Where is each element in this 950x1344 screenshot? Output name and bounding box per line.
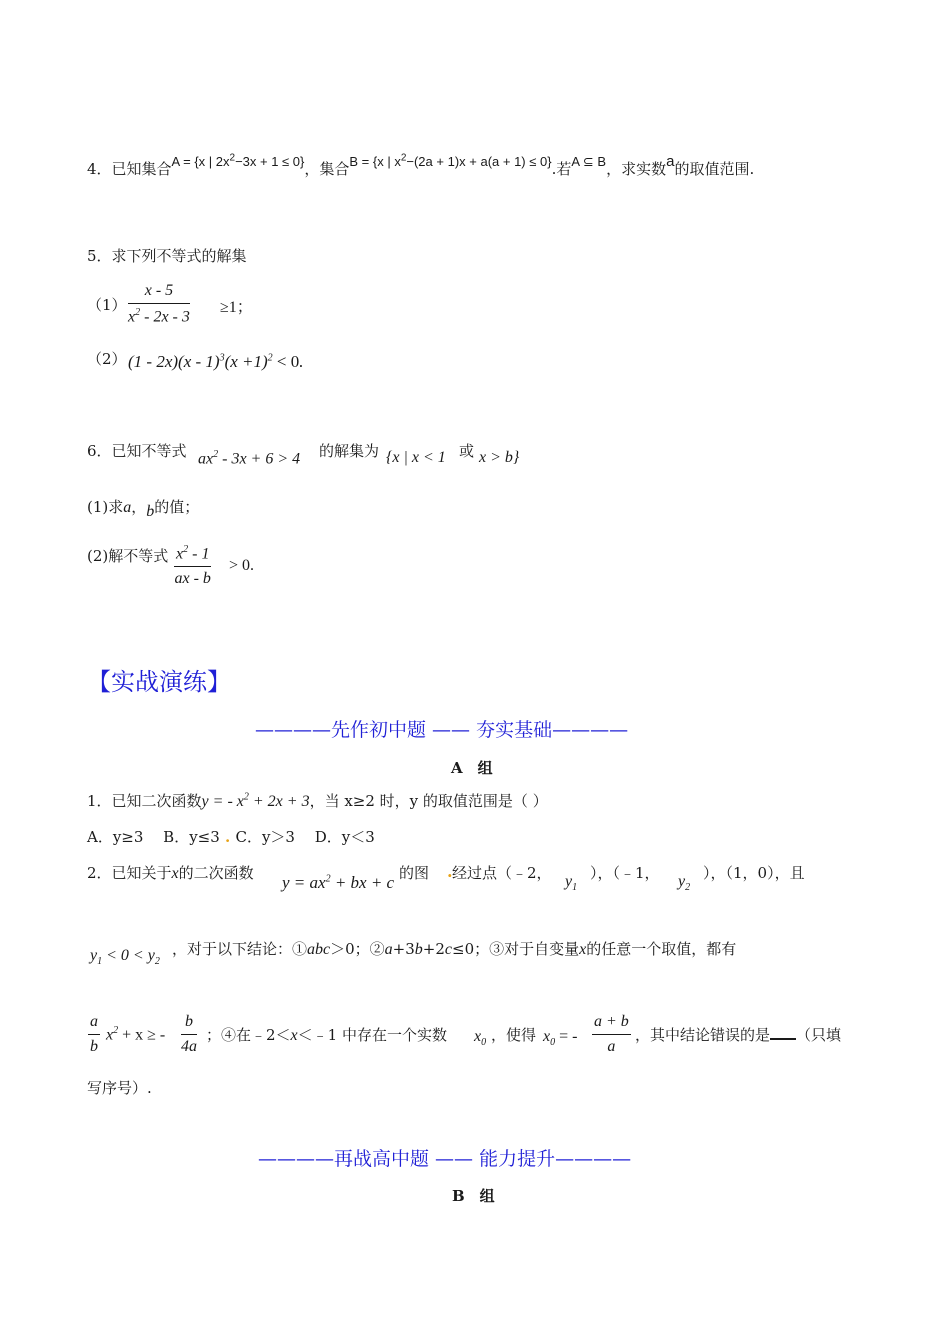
a1-options-ab: A．y≥3 B．y≤3: [87, 828, 220, 846]
a2-text-10: ≤0；③对于自变量: [452, 940, 580, 958]
a2-f1-numerator: a: [90, 1013, 98, 1030]
a1-options-cd: C．y＞3 D．y＜3: [235, 828, 375, 846]
a2-fraction-aplusb-over-a: [592, 1013, 631, 1056]
q5-part1-den-exp: 2: [135, 307, 141, 318]
group-b-label: B 组: [452, 1187, 495, 1205]
a2-text-4: ），（﹣1，: [590, 864, 660, 882]
a2-text-16: （只填: [796, 1026, 842, 1044]
a2-f3-numerator: a + b: [594, 1013, 629, 1030]
a2-text-9: +2: [422, 940, 445, 958]
a2-x0b-x: x: [543, 1028, 551, 1045]
a2-func-tail: + bx + c: [330, 873, 395, 892]
a2-text-11: 的任意一个取值，都有: [586, 940, 737, 958]
q4-var: a: [666, 153, 675, 170]
a2-f1-bar: [88, 1034, 100, 1035]
a2-expr-b: b: [414, 941, 423, 958]
a2-f1-tail: [106, 1025, 165, 1044]
a2-y1: [565, 873, 577, 893]
q5-part1-denominator: [128, 307, 190, 326]
q6-part1-end: 的值；: [154, 498, 200, 516]
q5-part1-numerator: x - 5: [144, 282, 174, 299]
a2-function: [282, 873, 394, 893]
q4-set-a-tail: −3x + 1 ≤ 0}: [235, 154, 305, 169]
a2-f1-tail-x: x: [106, 1026, 114, 1044]
a2-cond-y1: y: [90, 947, 98, 964]
a2-f2-bar: [181, 1034, 197, 1035]
a2-text-13: ＜﹣1 中存在一个实数: [297, 1026, 447, 1044]
a2-f3-denominator: a: [607, 1038, 616, 1055]
q4-text-3: ，求实数: [606, 160, 667, 178]
a2-cond-sub1: 1: [97, 956, 103, 968]
q6-num: 6．已知不等式: [87, 442, 187, 460]
a2-cond-mid: < 0 < y: [102, 947, 155, 964]
q6-part1: [87, 496, 200, 520]
a2-x3: x: [290, 1027, 298, 1044]
a2-y2-y: y: [678, 873, 686, 890]
q5-part1-rhs: ≥1；: [220, 299, 253, 316]
q5-part2-expr-c: < 0: [272, 352, 300, 371]
a2-f2-numerator: b: [185, 1013, 193, 1030]
q6-part2-text: (2)解不等式: [87, 547, 169, 565]
a2-line-1: [87, 862, 254, 883]
q6-ineq-ax: ax: [198, 450, 214, 468]
section-title: 【实战演练】: [87, 668, 231, 696]
a2-f1-tail-rest: + x ≥ -: [118, 1026, 166, 1044]
a2-y1-y: y: [565, 873, 573, 890]
a2-line-3-end: [635, 1024, 841, 1045]
a2-cond-sub2: 2: [154, 956, 160, 968]
q6-part2-fraction-bar: [174, 566, 211, 567]
q6-or: 或: [459, 442, 475, 460]
a2-f2-denominator: 4a: [181, 1038, 197, 1055]
q5-part2-expression: [128, 352, 304, 372]
q4-set-b: [349, 154, 551, 169]
q4-text-4: 的取值范围.: [674, 160, 755, 178]
a2-text-17: 写序号）.: [87, 1079, 152, 1097]
q5-part2-expr-a: (1 - 2x)(x - 1): [128, 352, 220, 371]
q4-subset: A ⊆ B: [571, 154, 607, 169]
q4-line: [87, 152, 755, 179]
a2-text-15: ，其中结论错误的是: [635, 1026, 771, 1044]
q6-part2-num-exp: 2: [183, 544, 189, 555]
q6-part2-rhs-text: > 0: [229, 557, 251, 574]
a1-func-head: y = - x: [201, 793, 244, 810]
q6-part1-b: b: [146, 503, 155, 520]
q5-part2-exp1: 3: [219, 352, 225, 364]
q6-part2-num-tail: - 1: [188, 545, 210, 563]
q5-title: 5．求下列不等式的解集: [87, 247, 247, 265]
a2-text-6: ，对于以下结论：①: [172, 940, 308, 958]
a2-fraction-b-over-4a: [181, 1013, 197, 1056]
a2-x0-sub: 0: [481, 1037, 487, 1049]
a2-fraction-a-over-b: [88, 1013, 100, 1056]
a2-x0b-sub: 0: [550, 1037, 556, 1049]
a2-x0: [474, 1028, 486, 1048]
q6-ineq-exp: 2: [213, 449, 219, 460]
q4-set-a-exp: 2: [229, 152, 236, 164]
q6-inequality: [198, 449, 300, 468]
section-subtitle-1: ————先作初中题 —— 夯实基础————: [255, 719, 629, 741]
q6-ineq-tail: - 3x + 6 > 4: [218, 450, 301, 468]
answer-blank[interactable]: [770, 1024, 796, 1040]
a1-mark-dot: .: [219, 828, 236, 846]
q6-part2-denominator: ax - b: [174, 570, 211, 588]
a2-text-14: ，使得: [491, 1026, 537, 1044]
q5-part1-den-x: x: [128, 308, 136, 326]
q4-set-b-text: B = {x | x: [349, 154, 401, 169]
q4-set-b-tail: −(2a + 1)x + a(a + 1) ≤ 0}: [406, 154, 552, 169]
a2-condition: [90, 947, 160, 967]
q6-part1-text: (1)求: [87, 498, 124, 516]
a2-line-2: [172, 938, 736, 959]
q4-number: 4．已知集合: [87, 160, 172, 178]
a2-x0-x: x: [474, 1028, 482, 1045]
a2-y2: [678, 873, 690, 893]
a2-num: 2．已知关于: [87, 864, 172, 882]
a2-text-3: 经过点（﹣2，: [452, 864, 552, 882]
q6-set-a: {x | x < 1: [386, 449, 446, 466]
q4-set-a-text: A = {x | 2x: [171, 154, 230, 169]
q4-text-2: .若: [551, 160, 572, 178]
a1-options: [87, 826, 375, 847]
a2-line-3-text: [206, 1024, 447, 1045]
q5-part2-expr-b: (x +1): [224, 352, 268, 371]
q6-part2-numerator: [174, 544, 211, 563]
a1-function: [202, 793, 310, 810]
a1-text-1: ，当 x≥2 时，y 的取值范围是（ ）: [309, 792, 548, 810]
a2-abc: abc: [307, 941, 331, 958]
a2-text-7: ＞0；②: [330, 940, 385, 958]
q5-part1-den-tail: - 2x - 3: [140, 308, 190, 326]
q5-part1-fraction-bar: [128, 303, 190, 304]
a2-f1-tail-exp: 2: [113, 1025, 119, 1036]
a1-num: 1．已知二次函数: [87, 792, 202, 810]
a1-func-exp: 2: [243, 791, 249, 803]
a2-f3-bar: [592, 1034, 631, 1035]
q5-part2-exp2: 2: [267, 352, 273, 364]
group-a-label: A 组: [451, 759, 493, 777]
a2-x0-eq: [543, 1028, 577, 1048]
a2-expr-c: c: [444, 941, 453, 958]
q4-set-b-exp: 2: [400, 152, 407, 164]
a2-func-exp: 2: [325, 873, 331, 885]
q5-part2-end: .: [299, 352, 304, 371]
a2-x: x: [171, 865, 179, 882]
q6-part2-fraction: [174, 544, 211, 588]
a2-expr-a: a: [384, 941, 393, 958]
q6-part2-end: .: [250, 557, 255, 574]
q6-part2-num-x: x: [176, 545, 184, 563]
q6-part1-comma: ，: [131, 498, 147, 516]
a1-func-tail: + 2x + 3: [248, 793, 310, 810]
a2-text-2: 的图: [399, 864, 430, 882]
a2-text-5: ），（1，0），且: [703, 864, 805, 882]
a1-line: [87, 790, 548, 811]
q6-text-1: 的解集为: [319, 442, 380, 460]
section-subtitle-2: ————再战高中题 —— 能力提升————: [258, 1148, 632, 1170]
a2-f1-denominator: b: [90, 1038, 98, 1055]
q4-set-a: [172, 154, 305, 169]
a2-text-12: ；④在﹣2＜: [206, 1026, 291, 1044]
a2-func-head: y = ax: [282, 873, 326, 892]
q5-part1-fraction: [128, 282, 190, 326]
a2-eq: = -: [555, 1028, 578, 1045]
a2-x2: x: [579, 941, 587, 958]
a2-text-8: +3: [392, 940, 415, 958]
a2-y2-sub: 2: [685, 882, 691, 894]
q4-text-1: ，集合: [304, 160, 350, 178]
a2-text-1: 的二次函数: [178, 864, 254, 882]
q5-part1-label: （1）: [87, 296, 127, 314]
a2-mark-dot: .: [447, 862, 453, 881]
q6-part1-a: a: [123, 499, 132, 516]
a2-y1-sub: 1: [572, 882, 578, 894]
q5-part2-label: （2）: [87, 350, 127, 368]
q6-set-b: x > b}: [479, 449, 520, 466]
q6-part2-rhs: [229, 557, 254, 575]
